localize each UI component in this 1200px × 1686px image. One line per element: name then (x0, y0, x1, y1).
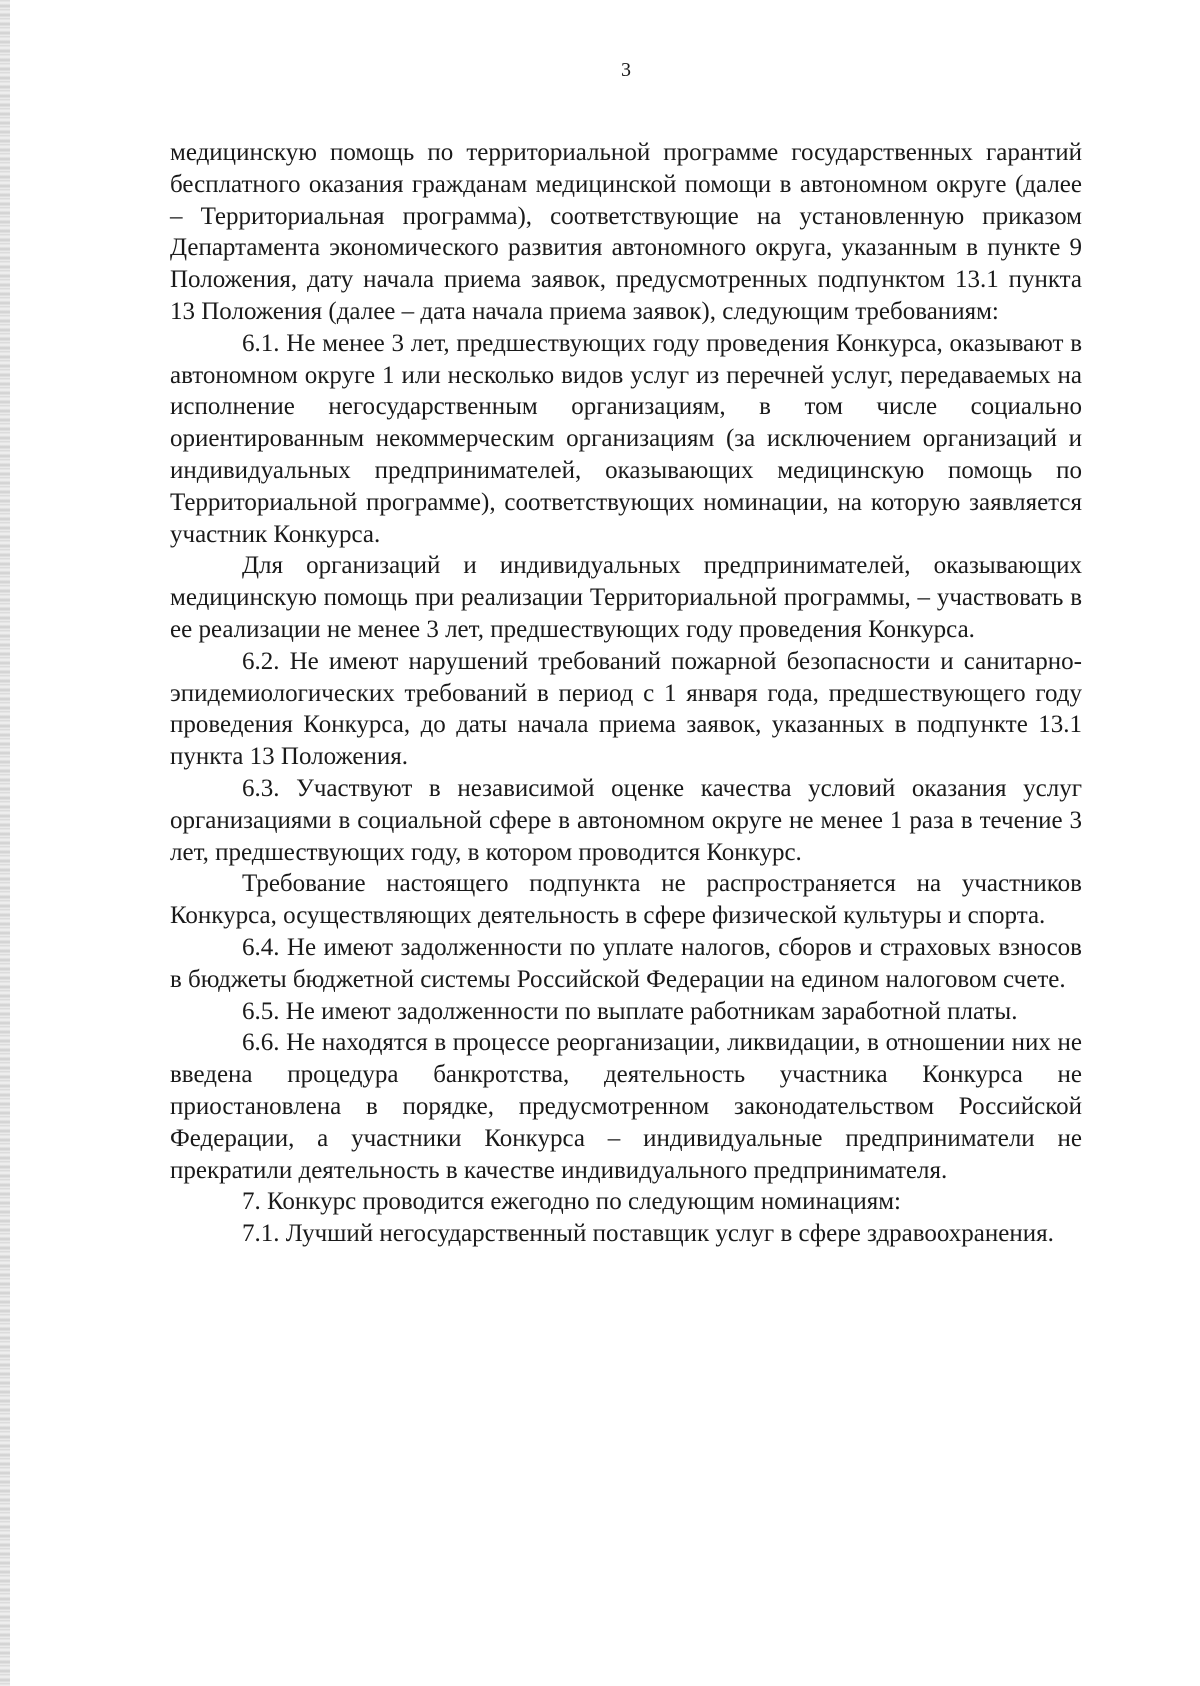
paragraph-6-5: 6.5. Не имеют задолженности по выплате работникам заработной платы. (242, 997, 1018, 1025)
page-number: 3 (621, 59, 631, 81)
paragraph-6-1-territorial: Для организаций и индивидуальных предпринимателей, оказывающих медицинскую помощь при реализации Территориальной программы, – участвовать в ее реализации не менее 3 лет, предшествующих году проведения Конкурса. (170, 552, 1082, 643)
paragraph-6-3: 6.3. Участвуют в независимой оценке качества условий оказания услуг организациями в социальной сфере в автономном округе не менее 1 раза в течение 3 лет, предшествующих году, в котором проводится Конкурс. (170, 774, 1082, 866)
document-body (170, 137, 1082, 1250)
scan-edge-artifact (0, 0, 10, 1686)
paragraph-6-6: 6.6. Не находятся в процессе реорганизации, ликвидации, в отношении них не введена процедура банкротства, деятельность участника Конкурса не приостановлена в порядке, предусмотренном законодательством Российской Федерации, а участники Конкурса – индивидуальные предприниматели не прекратили деятельность в качестве индивидуального предпринимателя. (170, 1029, 1082, 1184)
paragraph-6-1: 6.1. Не менее 3 лет, предшествующих году проведения Конкурса, оказывают в автономном округе 1 или несколько видов услуг из перечней услуг, передаваемых на исполнение негосударственным организациям, в том числе социально ориентированным некоммерческим организациям (за исключением организаций и индивидуальных предпринимателей, оказывающих медицинскую помощь по Территориальной программе), соответствующих номинации, на которую заявляется участник Конкурса. (170, 329, 1082, 548)
paragraph-7: 7. Конкурс проводится ежегодно по следующим номинациям: (242, 1188, 901, 1216)
paragraph-6-3-exception: Требование настоящего подпункта не распространяется на участников Конкурса, осуществляющих деятельность в сфере физической культуры и спорта. (170, 870, 1082, 930)
paragraph-continuation: медицинскую помощь по территориальной программе государственных гарантий бесплатного оказания гражданам медицинской помощи в автономном округе (далее – Территориальная программа), соответствующие на установленную приказом Департамента экономического развития автономного округа, указанным в пункте 9 Положения, дату начала приема заявок, предусмотренных подпунктом 13.1 пункта 13 Положения (далее – дата начала приема заявок), следующим требованиям: (170, 139, 1082, 325)
paragraph-6-4: 6.4. Не имеют задолженности по уплате налогов, сборов и страховых взносов в бюджеты бюджетной системы Российской Федерации на едином налоговом счете. (170, 933, 1082, 993)
paragraph-6-2: 6.2. Не имеют нарушений требований пожарной безопасности и санитарно-эпидемиологических требований в период с 1 января года, предшествующего году проведения Конкурса, до даты начала приема заявок, указанных в подпункте 13.1 пункта 13 Положения. (170, 647, 1082, 771)
paragraph-7-1: 7.1. Лучший негосударственный поставщик услуг в сфере здравоохранения. (242, 1220, 1054, 1248)
